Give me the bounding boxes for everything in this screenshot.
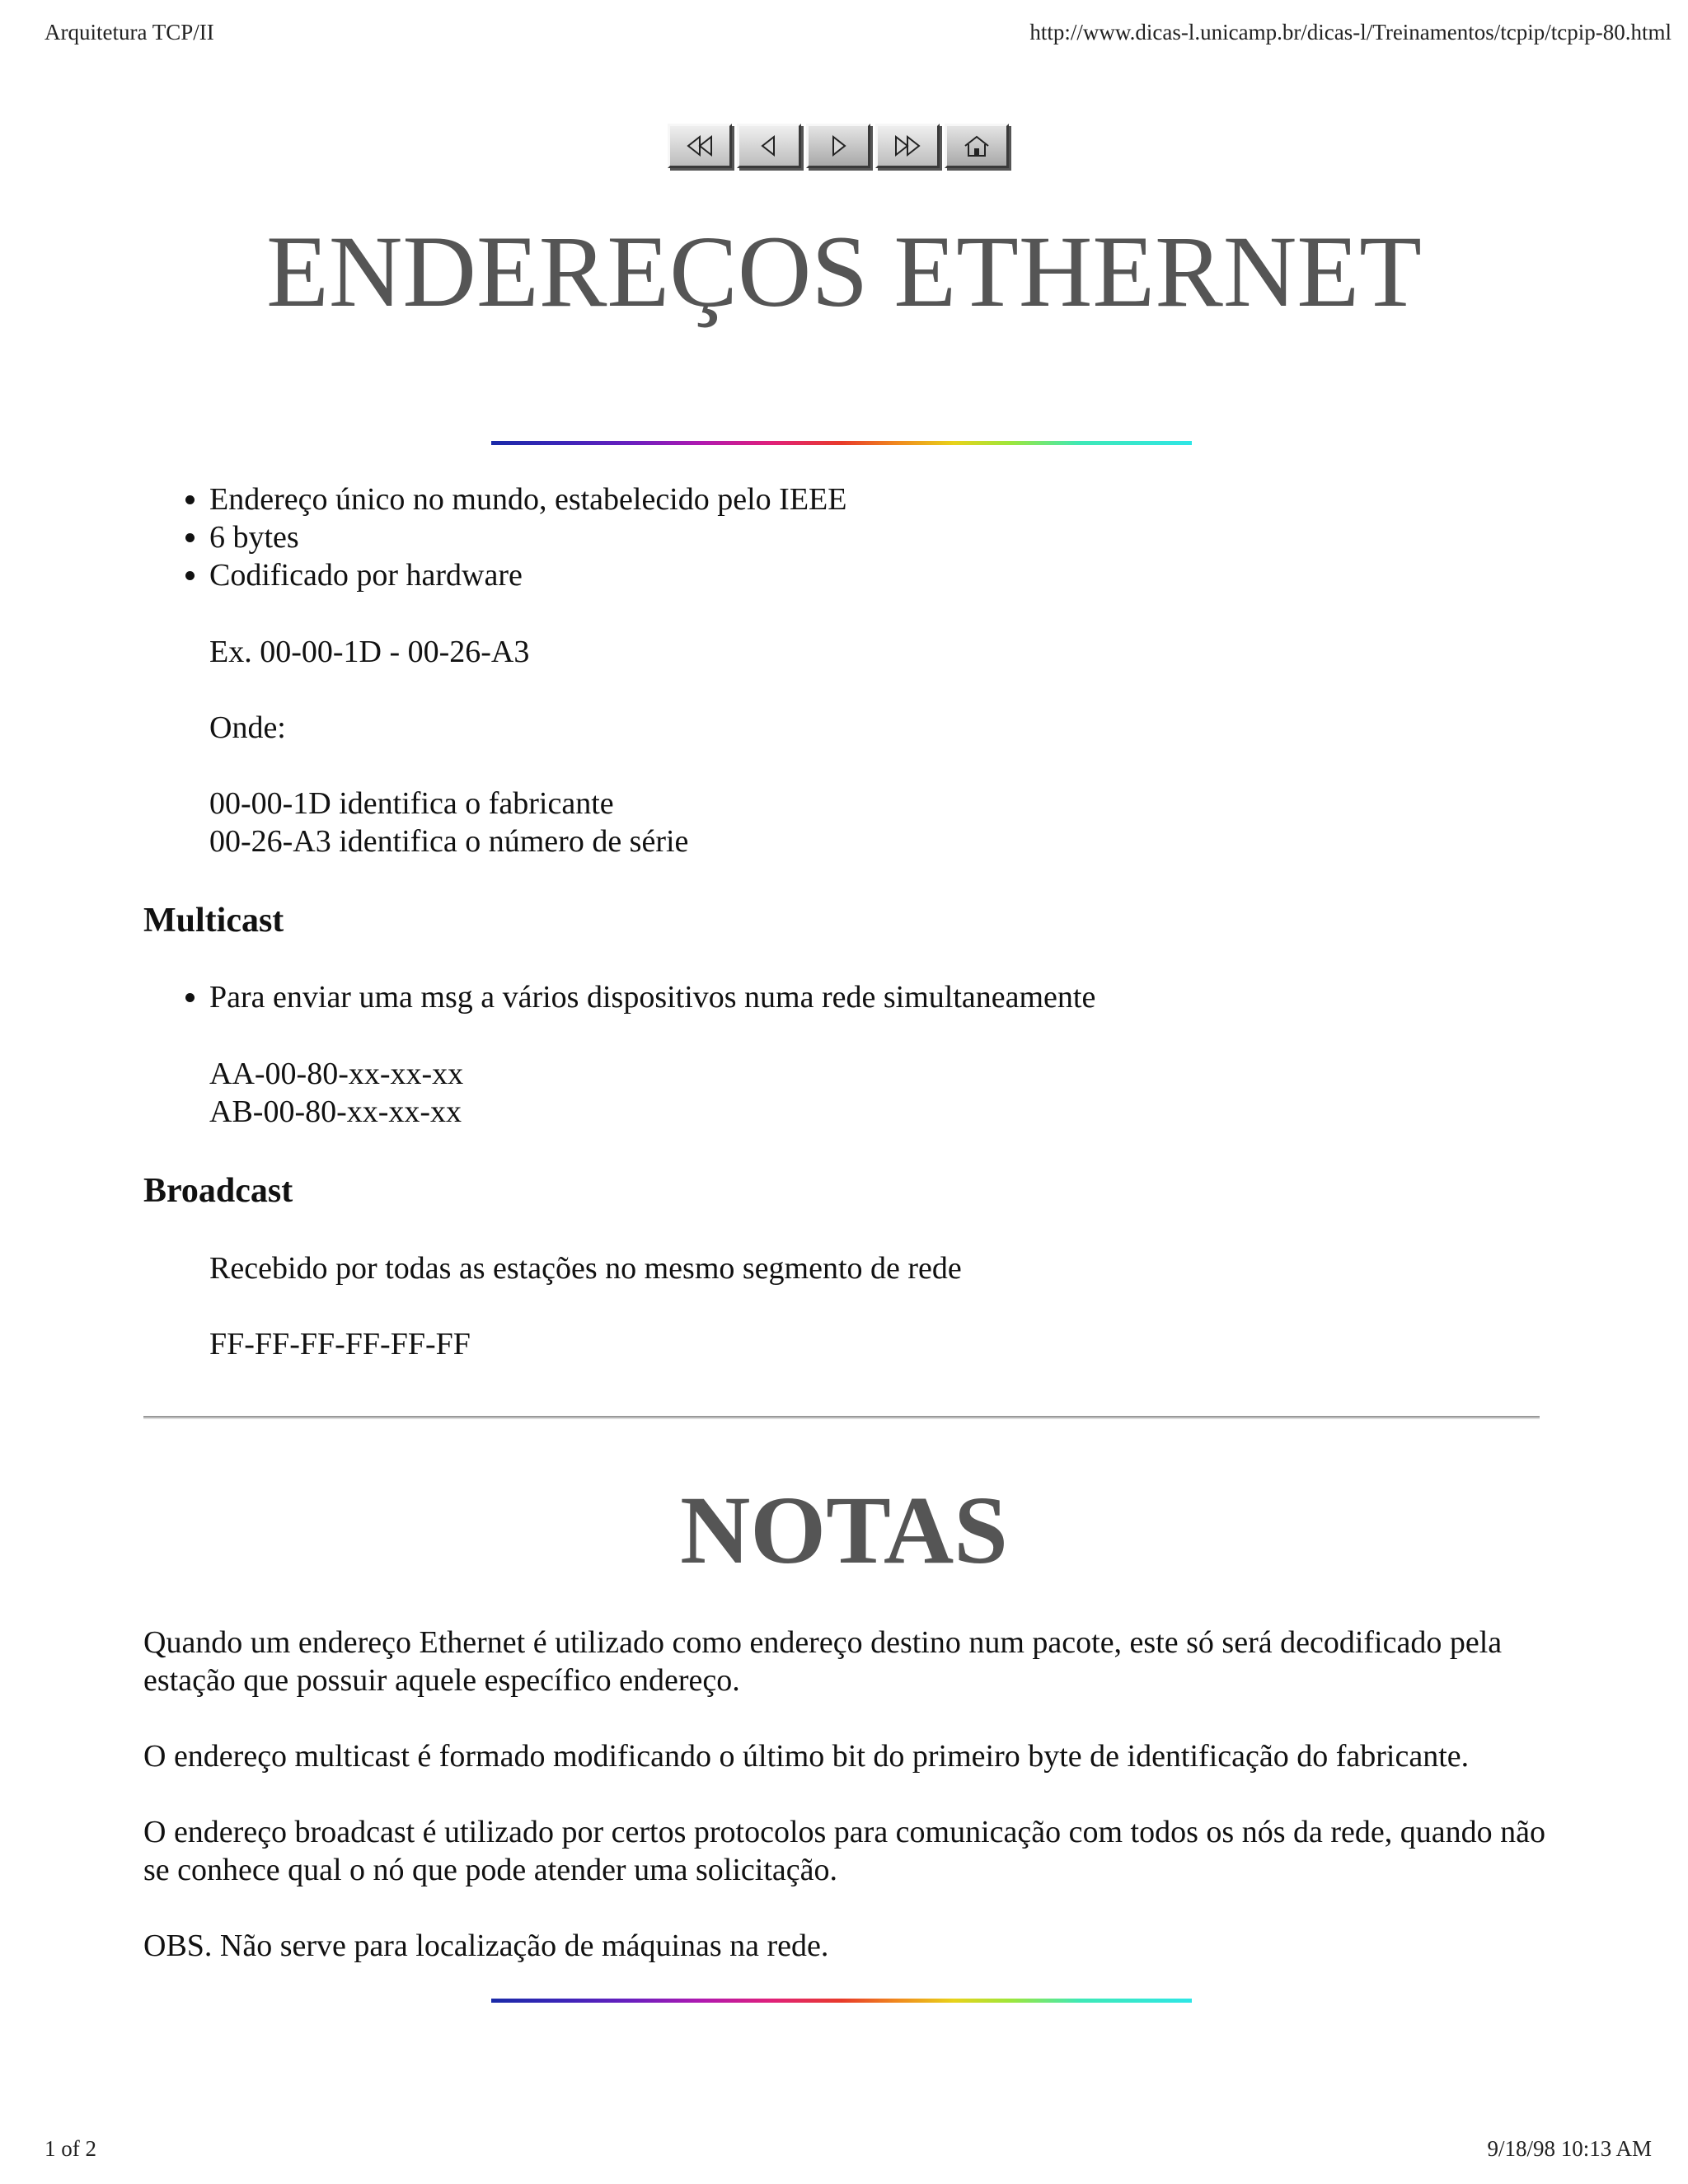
rainbow-divider — [491, 1999, 1192, 2003]
last-page-button[interactable] — [875, 124, 940, 168]
home-button[interactable] — [945, 124, 1009, 168]
notes-paragraph: Quando um endereço Ethernet é utilizado como endereço destino num pacote, este só será decodificado pela estação que possuir aquele específico endereço. — [143, 1625, 1503, 1698]
page-title: ENDEREÇOS ETHERNET — [266, 215, 1422, 328]
broadcast-address: FF-FF-FF-FF-FF-FF — [209, 1327, 471, 1361]
list-item: • Endereço único no mundo, estabelecido pelo IEEE — [209, 480, 846, 518]
notes-paragraph: OBS. Não serve para localização de máquinas na rede. — [143, 1929, 829, 1963]
last-page-icon — [888, 134, 927, 158]
print-header-title: Arquitetura TCP/II — [45, 20, 214, 45]
serial-line: 00-26-A3 identifica o número de série — [209, 824, 689, 859]
home-icon — [957, 134, 996, 158]
broadcast-description: Recebido por todas as estações no mesmo segmento de rede — [209, 1251, 962, 1286]
example-line: Ex. 00-00-1D - 00-26-A3 — [209, 635, 530, 669]
next-page-button[interactable] — [806, 124, 870, 168]
navigation-bar — [668, 124, 1009, 168]
first-page-icon — [680, 134, 720, 158]
multicast-address-1: AA-00-80-xx-xx-xx — [209, 1057, 464, 1091]
multicast-address-2: AB-00-80-xx-xx-xx — [209, 1094, 462, 1129]
list-item: • 6 bytes — [209, 518, 846, 556]
broadcast-heading: Broadcast — [143, 1172, 293, 1210]
list-item: • Codificado por hardware — [209, 556, 846, 594]
manufacturer-line: 00-00-1D identifica o fabricante — [209, 786, 614, 821]
notes-paragraph: O endereço broadcast é utilizado por certos protocolos para comunicação com todos os nós da rede, quando não se conhece qual o nó que pode atender uma solicitação. — [143, 1815, 1545, 1887]
onde-label: Onde: — [209, 710, 286, 745]
next-page-icon — [818, 134, 858, 158]
previous-page-button[interactable] — [737, 124, 801, 168]
print-timestamp: 9/18/98 10:13 AM — [1487, 2136, 1652, 2161]
list-item: • Para enviar uma msg a vários dispositivos numa rede simultaneamente — [209, 978, 1095, 1016]
rainbow-divider — [491, 441, 1192, 445]
page-counter: 1 of 2 — [45, 2136, 96, 2161]
first-page-button[interactable] — [668, 124, 732, 168]
print-header-url: http://www.dicas-l.unicamp.br/dicas-l/Treinamentos/tcpip/tcpip-80.html — [1029, 20, 1672, 45]
notes-title: NOTAS — [680, 1476, 1008, 1584]
horizontal-rule — [143, 1416, 1540, 1419]
previous-page-icon — [749, 134, 789, 158]
multicast-heading: Multicast — [143, 902, 284, 940]
multicast-list — [143, 978, 1095, 1016]
features-list — [143, 480, 846, 594]
notes-paragraph: O endereço multicast é formado modificando o último bit do primeiro byte de identificação do fabricante. — [143, 1739, 1470, 1774]
